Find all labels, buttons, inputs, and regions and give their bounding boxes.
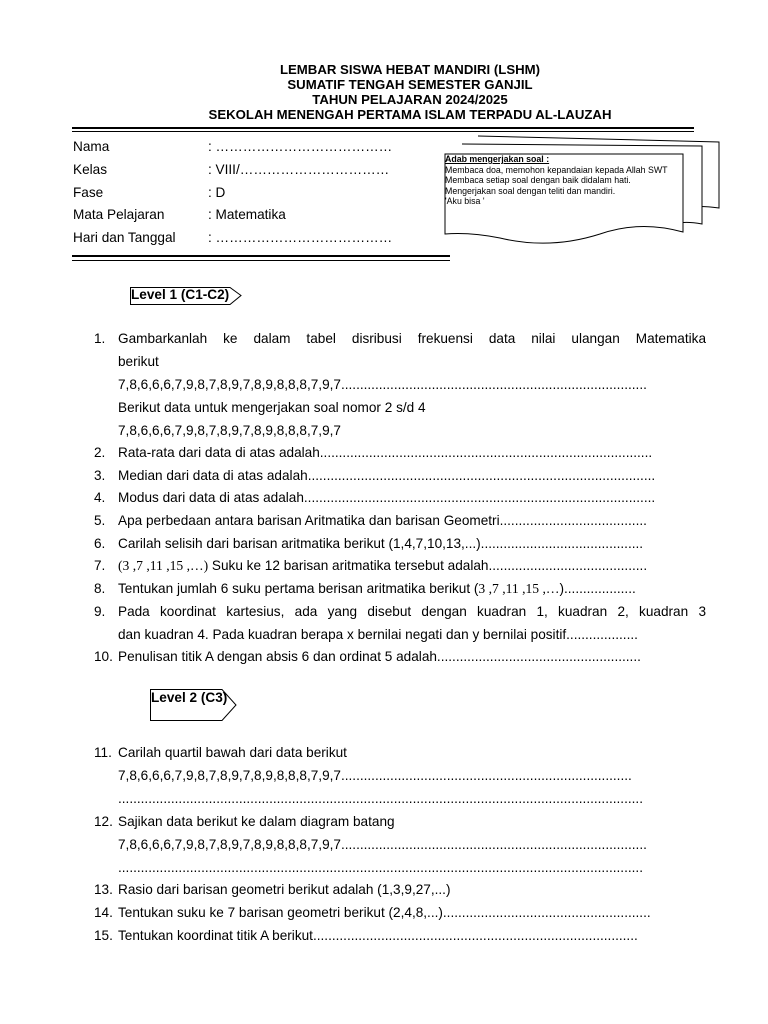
identity-value-mapel: : Matematika [208, 207, 286, 222]
question-text: dan kuadran 4. Pada kuadran berapa x bernilai negati dan y bernilai positif................... [118, 627, 638, 642]
math-sequence: 3 ,7 ,11 ,15 ,… [478, 581, 560, 596]
question-number: 13. [94, 882, 113, 897]
question-text: Median dari data di atas adalah............................................................................................ [118, 468, 656, 483]
question-number: 8. [94, 581, 106, 596]
question-continuation [94, 834, 706, 857]
header-line-2: SUMATIF TENGAH SEMESTER GANJIL [287, 77, 533, 92]
level1-label: Level 1 (C1-C2) [131, 287, 230, 302]
question-text: Pada koordinat kartesius, ada yang disebut dengan kuadran 1, kuadran 2, kuadran 3 [118, 604, 706, 619]
identity-divider-thick [72, 255, 450, 257]
question-continuation [94, 624, 706, 647]
identity-value-tanggal: : ………………………………… [208, 230, 393, 245]
question-number: 12. [94, 814, 113, 829]
level2-label: Level 2 (C3) [151, 690, 228, 705]
note-line: 'Aku bisa ' [445, 196, 485, 206]
identity-value-nama: : ………………………………… [208, 139, 393, 154]
question-text: Sajikan data berikut ke dalam diagram batang [118, 814, 395, 829]
identity-divider-thin [72, 260, 450, 261]
question-number: 3. [94, 468, 106, 483]
question-continuation [94, 788, 706, 811]
question-number: 5. [94, 513, 106, 528]
question-item [94, 811, 706, 834]
question-continuation [94, 374, 706, 397]
question-item [94, 925, 706, 948]
question-item [94, 533, 706, 556]
question-text: Gambarkanlah ke dalam tabel disribusi frekuensi data nilai ulangan Matematika [118, 331, 706, 346]
question-number: 11. [94, 745, 112, 760]
identity-label-fase: Fase [73, 185, 104, 200]
question-text: Carilah quartil bawah dari data berikut [118, 745, 347, 760]
question-item [94, 879, 706, 902]
question-continuation [94, 351, 706, 374]
question-number: 7. [94, 558, 106, 573]
note-line: Membaca doa, memohon kepandaian kepada Allah SWT [445, 164, 668, 175]
question-text: Tentukan suku ke 7 barisan geometri berikut (2,4,8,...)....................................................... [118, 905, 651, 920]
question-text: 7,8,6,6,6,7,9,8,7,8,9,7,8,9,8,8,8,7,9,7 [118, 423, 341, 438]
question-item [94, 742, 706, 765]
question-text-rest: Suku ke 12 barisan aritmatika tersebut adalah.......................................... [208, 558, 648, 573]
note-line: Membaca setiap soal dengan baik didalam hati. [445, 175, 631, 185]
question-item [94, 646, 706, 669]
question-text: berikut [118, 354, 159, 369]
question-number: 15. [94, 928, 113, 943]
identity-label-kelas: Kelas [73, 162, 108, 177]
question-text: ........................................................................................................................................... [118, 860, 643, 875]
identity-label-nama: Nama [73, 139, 110, 154]
question-text: Rasio dari barisan geometri berikut adalah (1,3,9,27,...) [118, 882, 451, 897]
question-text: Modus dari data di atas adalah............................................................................................. [118, 490, 656, 505]
question-number: 4. [94, 490, 106, 505]
question-text: 7,8,6,6,6,7,9,8,7,8,9,7,8,9,8,8,8,7,9,7................................................................................. [118, 837, 647, 852]
question-number: 9. [94, 604, 106, 619]
question-text [118, 578, 706, 601]
question-continuation [94, 397, 706, 420]
question-text: Penulisan titik A dengan absis 6 dan ordinat 5 adalah...................................................... [118, 649, 641, 664]
question-item [94, 902, 706, 925]
question-text: Apa perbedaan antara barisan Aritmatika dan barisan Geometri....................................... [118, 513, 647, 528]
header-line-3: TAHUN PELAJARAN 2024/2025 [312, 92, 508, 107]
identity-value-kelas: : VIII/…………………………… [208, 162, 390, 177]
note-box [445, 154, 683, 240]
question-number: 14. [94, 905, 113, 920]
identity-label-mapel: Mata Pelajaran [73, 207, 165, 222]
question-text: 7,8,6,6,6,7,9,8,7,8,9,7,8,9,8,8,8,7,9,7................................................................................. [118, 377, 647, 392]
question-text: Rata-rata dari data di atas adalah........................................................................................ [118, 445, 653, 460]
question-text: Tentukan koordinat titik A berikut...................................................................................... [118, 928, 638, 943]
header-line-4: SEKOLAH MENENGAH PERTAMA ISLAM TERPADU AL-LAUZAH [208, 107, 612, 122]
question-continuation [94, 420, 706, 443]
question-number: 10. [94, 649, 113, 664]
question-item [94, 510, 706, 533]
question-item [94, 465, 706, 488]
question-number: 6. [94, 536, 106, 551]
question-item [94, 328, 706, 351]
math-sequence: (3 ,7 ,11 ,15 ,…) [118, 558, 209, 573]
header-line-1: LEMBAR SISWA HEBAT MANDIRI (LSHM) [279, 62, 541, 77]
question-text: Berikut data untuk mengerjakan soal nomor 2 s/d 4 [118, 400, 426, 415]
question-text-start: Tentukan jumlah 6 suku pertama berisan aritmatika berikut ( [118, 581, 479, 596]
question-text-end: )................... [559, 581, 636, 596]
header-divider-thin [72, 131, 694, 132]
question-item [94, 601, 706, 624]
header-divider-thick [72, 127, 694, 129]
question-item [94, 442, 706, 465]
question-text: 7,8,6,6,6,7,9,8,7,8,9,7,8,9,8,8,8,7,9,7............................................................................. [118, 768, 632, 783]
question-number: 1. [94, 331, 106, 346]
question-text: ........................................................................................................................................... [118, 791, 643, 806]
question-item [94, 578, 706, 601]
question-text [118, 555, 706, 578]
identity-value-fase: : D [208, 185, 226, 200]
question-continuation [94, 857, 706, 880]
identity-label-tanggal: Hari dan Tanggal [73, 230, 176, 245]
note-title: Adab mengerjakan soal : [445, 154, 550, 164]
note-line: Mengerjakan soal dengan teliti dan mandiri. [445, 185, 616, 196]
question-number: 2. [94, 445, 106, 460]
question-item [94, 487, 706, 510]
question-continuation [94, 765, 706, 788]
question-item [94, 555, 706, 578]
question-text: Carilah selisih dari barisan aritmatika berikut (1,4,7,10,13,...)........................................... [118, 536, 644, 551]
